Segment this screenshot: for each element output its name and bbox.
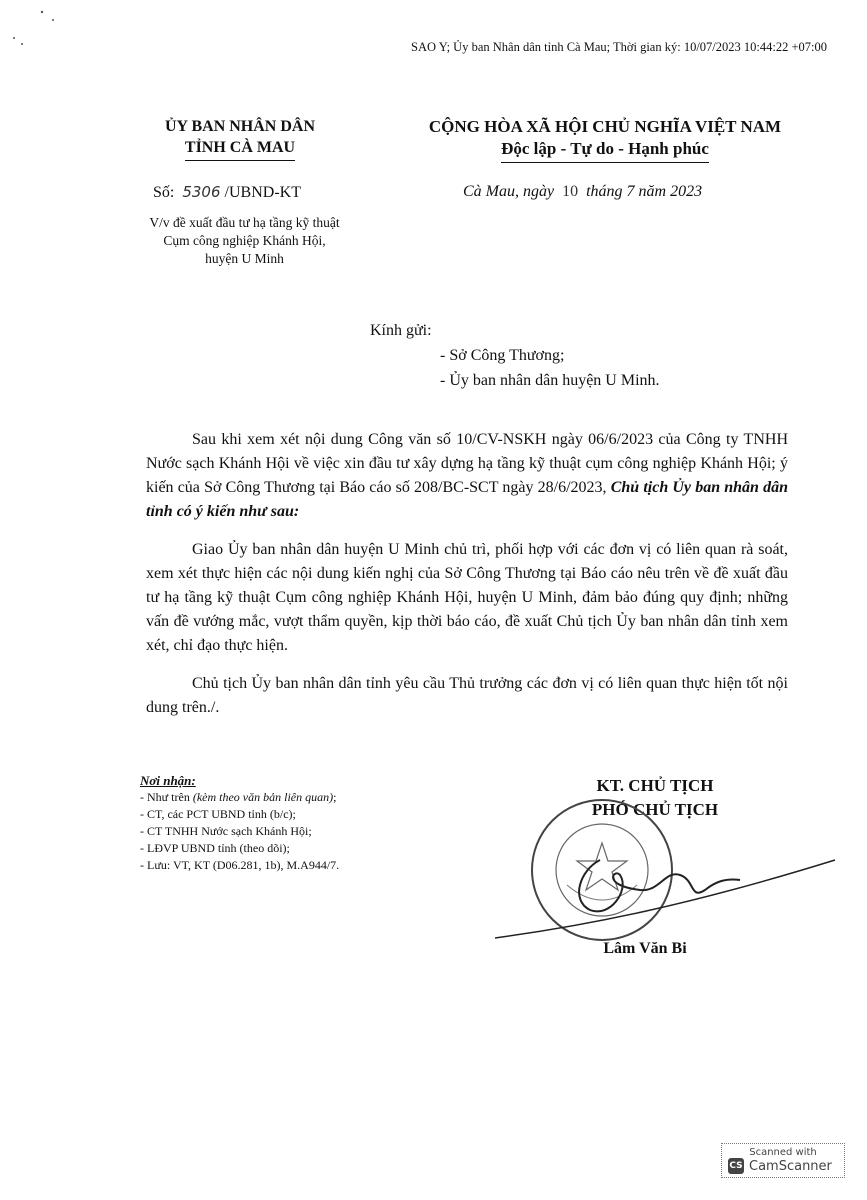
addressee-label: Kính gửi: <box>370 322 432 339</box>
body-paragraph-3: Chủ tịch Ủy ban nhân dân tỉnh yêu cầu Thủ trưởng các đơn vị có liên quan thực hiện tốt nội dung trên./. <box>146 675 788 716</box>
date-prefix: Cà Mau, ngày <box>463 183 555 200</box>
subject-line2: Cụm công nghiệp Khánh Hội, <box>163 233 326 248</box>
subject-block <box>112 214 377 268</box>
addressee-2: - Ủy ban nhân dân huyện U Minh. <box>440 372 660 389</box>
national-title: CỘNG HÒA XÃ HỘI CHỦ NGHĨA VIỆT NAM <box>428 117 782 136</box>
body-p1-text: Sau khi xem xét nội dung Công văn số 10/CV-NSKH ngày 06/6/2023 của Công ty TNHH Nước sạch Khánh Hội về việc xin đầu tư xây dựng hạ tầng kỹ thuật cụm công nghiệp Khánh Hội; ý kiến của Sở Công Thương tại Báo cáo số 208/BC-SCT ngày 28/6/2023, <box>146 431 788 496</box>
date-day-handwritten: 10 <box>562 183 579 200</box>
doc-number-suffix: /UBND-KT <box>224 184 301 201</box>
digital-copy-stamp: SAO Y; Ủy ban Nhân dân tỉnh Cà Mau; Thời gian ký: 10/07/2023 10:44:22 +07:00 <box>411 40 827 54</box>
doc-number-prefix: Số: <box>153 184 175 201</box>
addressee-1: - Sở Công Thương; <box>440 347 565 364</box>
receiver-1-text: - Như trên <box>140 790 193 804</box>
body-paragraph-2: Giao Ủy ban nhân dân huyện U Minh chủ trì, phối hợp với các đơn vị có liên quan rà soát, xem xét thực hiện các nội dung kiến nghị của Sở Công Thương tại Báo cáo nêu trên về đề xuất đầu tư hạ tầng kỹ thuật Cụm công nghiệp Khánh Hội, huyện U Minh, đảm bảo đúng quy định; những vấn đề vướng mắc, vượt thẩm quyền, kịp thời báo cáo, đề xuất Chủ tịch Ủy ban nhân dân tỉnh xem xét, chỉ đạo thực hiện. <box>146 541 788 654</box>
receivers-list <box>140 772 339 874</box>
issuer-line2: TỈNH CÀ MAU <box>185 137 295 161</box>
receiver-1-end: ; <box>333 790 337 804</box>
document-number <box>153 183 301 202</box>
receiver-item: - CT TNHH Nước sạch Khánh Hội; <box>140 824 312 838</box>
receiver-item: - Lưu: VT, KT (D06.281, 1b), M.A944/7. <box>140 858 340 872</box>
receivers-title: Nơi nhận: <box>140 773 196 788</box>
date-suffix: tháng 7 năm 2023 <box>586 183 703 200</box>
receiver-item: - LĐVP UBND tỉnh (theo dõi); <box>140 841 290 855</box>
national-motto: Độc lập - Tự do - Hạnh phúc <box>501 138 709 163</box>
signature-role-1: KT. CHỦ TỊCH <box>596 776 714 795</box>
camscanner-logo-icon: CS <box>728 1158 744 1174</box>
body-paragraph-1 <box>146 428 788 524</box>
doc-number-handwritten: 5306 <box>182 183 221 201</box>
scanner-line2: CamScanner <box>749 1158 832 1174</box>
signer-name: Lâm Văn Bi <box>603 940 687 957</box>
receiver-1-note: (kèm theo văn bản liên quan) <box>192 790 334 804</box>
subject-line1: V/v đề xuất đầu tư hạ tầng kỹ thuật <box>149 215 340 230</box>
subject-line3: huyện U Minh <box>205 251 284 266</box>
scanner-line1: Scanned with <box>749 1147 817 1158</box>
document-body <box>146 428 788 734</box>
issuer-header <box>120 116 360 161</box>
document-date <box>463 183 702 201</box>
receiver-item: - CT, các PCT UBND tỉnh (b/c); <box>140 807 296 821</box>
issuer-line1: ỦY BAN NHÂN DÂN <box>164 118 316 135</box>
national-header <box>395 116 815 163</box>
signature-role-2: PHÓ CHỦ TỊCH <box>591 800 719 819</box>
scanner-line2-wrap <box>728 1158 838 1174</box>
body-p1-bold: Chủ tịch Ủy ban nhân dân tỉnh có ý kiến như sau: <box>146 479 789 520</box>
handwritten-signature-icon <box>490 830 840 950</box>
receiver-item <box>140 789 339 806</box>
scan-speck-marks <box>8 8 68 58</box>
addressees <box>370 318 660 393</box>
camscanner-watermark <box>721 1143 845 1178</box>
